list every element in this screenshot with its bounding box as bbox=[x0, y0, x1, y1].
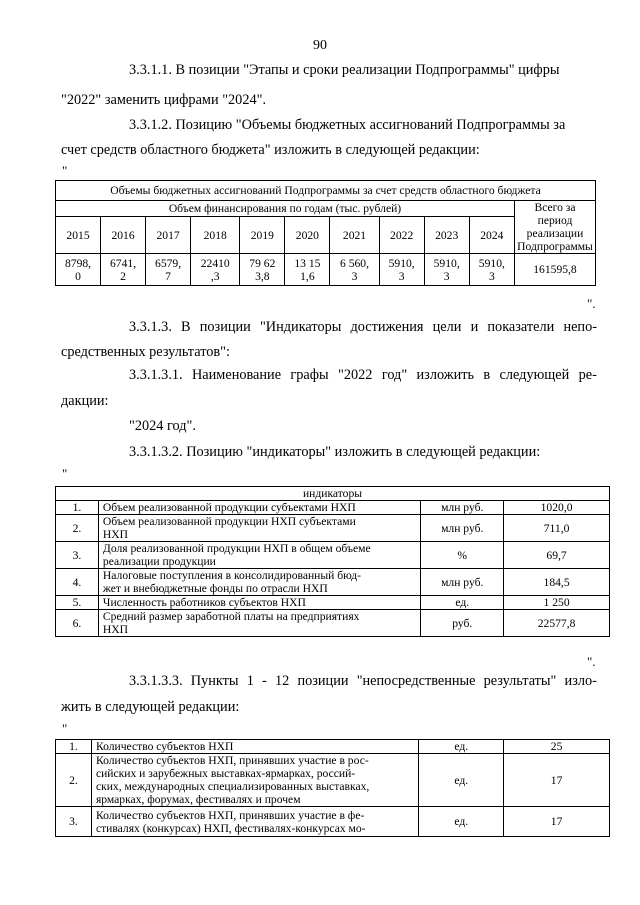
indicator-name-line: Средний размер заработной платы на предприятиях bbox=[102, 610, 360, 623]
indicator-name bbox=[98, 596, 420, 610]
budget-table-subtitle: Объем финансирования по годам (тыс. рублей) bbox=[56, 201, 515, 217]
budget-value-cell bbox=[469, 254, 514, 286]
indicator-name-line: НХП bbox=[102, 528, 129, 541]
budget-value: 3 bbox=[443, 269, 450, 283]
result-value bbox=[504, 807, 610, 837]
indicator-name-line: Объем реализованной продукции НХП субъектами bbox=[102, 515, 356, 528]
budget-value: 6 560, bbox=[340, 256, 369, 270]
paragraph-word: изложить bbox=[416, 367, 475, 383]
row-number: 3. bbox=[69, 815, 78, 828]
budget-value-cell bbox=[285, 254, 330, 286]
value: 25 bbox=[550, 740, 563, 753]
row-number: 3. bbox=[72, 548, 82, 562]
indicator-name bbox=[98, 542, 420, 569]
indicator-unit bbox=[421, 515, 504, 542]
budget-year-cell bbox=[469, 217, 514, 254]
indicator-name-line: Объем реализованной продукции субъектами НХП bbox=[102, 501, 356, 514]
budget-value: 3 bbox=[351, 269, 358, 283]
table-row bbox=[56, 610, 610, 637]
paragraph-3-3-1-3 bbox=[61, 319, 597, 336]
unit: млн руб. bbox=[441, 501, 484, 514]
paragraph-word: В bbox=[181, 319, 191, 335]
paragraph-word: "Индикаторы bbox=[259, 319, 342, 335]
indicator-name bbox=[98, 610, 420, 637]
indicator-number bbox=[56, 610, 99, 637]
paragraph-word: цели bbox=[432, 319, 462, 335]
value: 1 250 bbox=[543, 596, 570, 609]
result-name bbox=[91, 754, 418, 807]
indicator-number bbox=[56, 515, 99, 542]
paragraph-word: 3.3.1.3. bbox=[129, 319, 172, 335]
unit: ед. bbox=[454, 740, 469, 753]
indicator-name-line: Численность работников субъектов НХП bbox=[102, 596, 306, 609]
paragraph-3-3-1-1: 3.3.1.1. В позиции "Этапы и сроки реализации Подпрограммы" цифры bbox=[129, 62, 560, 78]
budget-value: 6579, bbox=[155, 256, 182, 270]
paragraph-word: ре- bbox=[578, 367, 597, 383]
paragraph-word: графы bbox=[290, 367, 329, 383]
budget-year-cell bbox=[285, 217, 330, 254]
budget-value: 13 15 bbox=[294, 256, 321, 270]
budget-value: 22410 bbox=[200, 256, 230, 270]
table-row bbox=[56, 515, 610, 542]
table-row bbox=[56, 569, 610, 596]
indicator-name-line: жет и внебюджетные фонды по отрасли НХП bbox=[102, 582, 328, 595]
unit: млн руб. bbox=[441, 521, 484, 535]
result-name-line: Количество субъектов НХП, принявших участие в рос- bbox=[95, 754, 369, 767]
budget-year-cell bbox=[146, 217, 191, 254]
budget-year: 2024 bbox=[480, 228, 504, 242]
budget-year: 2018 bbox=[203, 228, 227, 242]
indicator-value bbox=[504, 569, 610, 596]
budget-year: 2017 bbox=[156, 228, 180, 242]
paragraph-word: позиции bbox=[297, 673, 349, 689]
table-row bbox=[56, 501, 610, 515]
budget-value-cell bbox=[240, 254, 285, 286]
paragraph-word: результаты" bbox=[483, 673, 557, 689]
budget-value: 1,6 bbox=[300, 269, 315, 283]
unit: ед. bbox=[455, 596, 470, 609]
budget-year-cell bbox=[330, 217, 379, 254]
paragraph-word: следующей bbox=[499, 367, 570, 383]
budget-value: 3 bbox=[488, 269, 495, 283]
budget-value: 5910, bbox=[388, 256, 415, 270]
indicator-unit bbox=[421, 569, 504, 596]
budget-value: 3 bbox=[398, 269, 405, 283]
result-name-line: сийских и зарубежных выставках-ярмарках, россий- bbox=[95, 767, 356, 780]
indicator-name bbox=[98, 569, 420, 596]
paragraph-word: показатели bbox=[487, 319, 555, 335]
budget-table-title: Объемы бюджетных ассигнований Подпрограммы за счет средств областного бюджета bbox=[56, 181, 596, 201]
budget-year-cell bbox=[101, 217, 146, 254]
budget-year: 2015 bbox=[66, 228, 90, 242]
paragraph-3-3-1-3-1-cont: дакции: bbox=[61, 393, 109, 409]
budget-value-cell bbox=[379, 254, 424, 286]
indicator-value bbox=[504, 515, 610, 542]
close-quote: ". bbox=[587, 296, 596, 311]
budget-year: 2022 bbox=[390, 228, 414, 242]
paragraph-3-3-1-3-3-cont: жить в следующей редакции: bbox=[61, 699, 240, 715]
budget-value: 6741, bbox=[110, 256, 137, 270]
unit: млн руб. bbox=[441, 575, 484, 589]
paragraph-word: 3.3.1.3.3. bbox=[129, 673, 183, 689]
paragraph-word: Наименование bbox=[191, 367, 282, 383]
indicators-header: индикаторы bbox=[56, 487, 610, 501]
result-number bbox=[56, 754, 92, 807]
result-name-line: ских, международных специализированных выставках, bbox=[95, 780, 370, 793]
table-row bbox=[56, 596, 610, 610]
open-quote: " bbox=[62, 721, 68, 736]
value: 22577,8 bbox=[537, 616, 576, 630]
budget-value: 8798, bbox=[64, 256, 92, 270]
row-number: 2. bbox=[72, 521, 82, 535]
indicator-unit bbox=[421, 596, 504, 610]
budget-year-cell bbox=[240, 217, 285, 254]
result-name-line: Количество субъектов НХП, принявших участие в фе- bbox=[95, 808, 365, 822]
paragraph-3-3-1-2: 3.3.1.2. Позицию "Объемы бюджетных ассигнований Подпрограммы за bbox=[129, 117, 566, 133]
result-value bbox=[504, 754, 610, 807]
indicator-value bbox=[504, 596, 610, 610]
budget-value-cell bbox=[330, 254, 379, 286]
unit: ед. bbox=[454, 773, 469, 787]
open-quote: " bbox=[62, 163, 68, 178]
result-unit bbox=[419, 807, 504, 837]
paragraph-word: "2022 bbox=[338, 367, 373, 383]
indicator-value bbox=[504, 610, 610, 637]
close-quote: ". bbox=[587, 654, 596, 669]
budget-value: 5910, bbox=[478, 256, 505, 270]
budget-value-cell bbox=[191, 254, 240, 286]
results-table bbox=[55, 739, 610, 837]
paragraph-3-3-1-3-2: 3.3.1.3.2. Позицию "индикаторы" изложить в следующей редакции: bbox=[129, 444, 541, 460]
indicator-unit bbox=[421, 610, 504, 637]
result-number bbox=[56, 740, 92, 754]
result-unit bbox=[419, 754, 504, 807]
budget-year-cell bbox=[191, 217, 240, 254]
unit: % bbox=[457, 548, 468, 562]
paragraph-word: 3.3.1.3.1. bbox=[129, 367, 183, 383]
result-name-line: стивалях (конкурсах) НХП, фестивалях-конкурсах мо- bbox=[95, 821, 366, 835]
paragraph-3-3-1-3-1 bbox=[61, 367, 597, 384]
result-value bbox=[504, 740, 610, 754]
budget-value: ,3 bbox=[210, 269, 220, 283]
result-unit bbox=[419, 740, 504, 754]
row-number: 1. bbox=[72, 501, 82, 514]
unit: руб. bbox=[452, 616, 473, 630]
budget-year-cell bbox=[379, 217, 424, 254]
indicator-name-line: НХП bbox=[102, 623, 129, 636]
budget-value: 3,8 bbox=[255, 269, 270, 283]
budget-value: 79 62 bbox=[249, 256, 276, 270]
result-name-line: Количество субъектов НХП bbox=[95, 740, 234, 753]
paragraph-word: изло- bbox=[564, 673, 597, 689]
paragraph-word: 1 bbox=[246, 673, 254, 689]
result-name bbox=[91, 807, 418, 837]
paragraph-word: непо- bbox=[563, 319, 597, 335]
budget-year: 2020 bbox=[295, 228, 319, 242]
budget-value: 7 bbox=[165, 269, 171, 283]
unit: ед. bbox=[454, 815, 469, 828]
paragraph-word: в bbox=[483, 367, 491, 383]
row-number: 2. bbox=[69, 773, 78, 787]
value: 17 bbox=[550, 773, 563, 787]
indicator-unit bbox=[421, 501, 504, 515]
row-number: 5. bbox=[72, 596, 82, 609]
value: 184,5 bbox=[543, 575, 570, 589]
budget-year: 2023 bbox=[435, 228, 459, 242]
paragraph-word: достижения bbox=[350, 319, 424, 335]
paragraph-word: 12 bbox=[274, 673, 290, 689]
table-row bbox=[56, 807, 610, 837]
value: 711,0 bbox=[543, 521, 570, 535]
indicator-unit bbox=[421, 542, 504, 569]
row-number: 1. bbox=[69, 740, 78, 753]
budget-table bbox=[55, 180, 596, 286]
value: 17 bbox=[550, 815, 563, 828]
table-row bbox=[56, 542, 610, 569]
budget-value: 0 bbox=[75, 269, 81, 283]
budget-year: 2019 bbox=[250, 228, 274, 242]
indicator-name-line: реализации продукции bbox=[102, 555, 216, 568]
paragraph-word: год" bbox=[381, 367, 408, 383]
indicator-name bbox=[98, 515, 420, 542]
indicator-value bbox=[504, 542, 610, 569]
budget-total-cell bbox=[515, 254, 596, 286]
paragraph-2024-year: "2024 год". bbox=[129, 418, 196, 434]
paragraph-3-3-1-1-cont: "2022" заменить цифрами "2024". bbox=[61, 92, 267, 108]
indicator-number bbox=[56, 569, 99, 596]
budget-values-row bbox=[56, 254, 596, 286]
budget-year-cell bbox=[424, 217, 469, 254]
budget-year: 2016 bbox=[111, 228, 135, 242]
indicator-number bbox=[56, 542, 99, 569]
indicator-name-line: Налоговые поступления в консолидированный бюд- bbox=[102, 569, 362, 582]
paragraph-3-3-1-3-cont: средственных результатов": bbox=[61, 344, 230, 360]
budget-value-cell bbox=[56, 254, 101, 286]
budget-year: 2021 bbox=[342, 228, 367, 242]
open-quote: " bbox=[62, 466, 68, 481]
indicator-name-line: Доля реализованной продукции НХП в общем объеме bbox=[102, 542, 371, 555]
indicator-number bbox=[56, 596, 99, 610]
indicator-number bbox=[56, 501, 99, 515]
page-number: 90 bbox=[313, 38, 327, 53]
paragraph-3-3-1-3-3 bbox=[61, 673, 597, 690]
indicators-table bbox=[55, 486, 610, 637]
budget-total: 161595,8 bbox=[533, 263, 577, 276]
table-row bbox=[56, 740, 610, 754]
paragraph-word: позиции bbox=[199, 319, 251, 335]
paragraph-3-3-1-2-cont: счет средств областного бюджета" изложить в следующей редакции: bbox=[61, 142, 480, 158]
budget-value: 2 bbox=[120, 269, 126, 283]
budget-value-cell bbox=[101, 254, 146, 286]
budget-value-cell bbox=[424, 254, 469, 286]
budget-total-header: Всего за период реализации Подпрограммы bbox=[515, 201, 596, 254]
result-name bbox=[91, 740, 418, 754]
indicator-name bbox=[98, 501, 420, 515]
paragraph-word: - bbox=[262, 673, 267, 689]
value: 69,7 bbox=[546, 548, 567, 562]
budget-year-cell bbox=[56, 217, 101, 254]
paragraph-word: "непосредственные bbox=[356, 673, 476, 689]
table-row bbox=[56, 754, 610, 807]
result-number bbox=[56, 807, 92, 837]
paragraph-word: Пункты bbox=[190, 673, 239, 689]
budget-value-cell bbox=[146, 254, 191, 286]
row-number: 4. bbox=[72, 575, 82, 589]
row-number: 6. bbox=[72, 616, 82, 630]
value: 1020,0 bbox=[540, 501, 573, 514]
result-name-line: ярмарках, форумах, фестивалях и прочем bbox=[95, 793, 301, 806]
indicator-value bbox=[504, 501, 610, 515]
paragraph-word: и bbox=[470, 319, 479, 335]
budget-value: 5910, bbox=[433, 256, 460, 270]
